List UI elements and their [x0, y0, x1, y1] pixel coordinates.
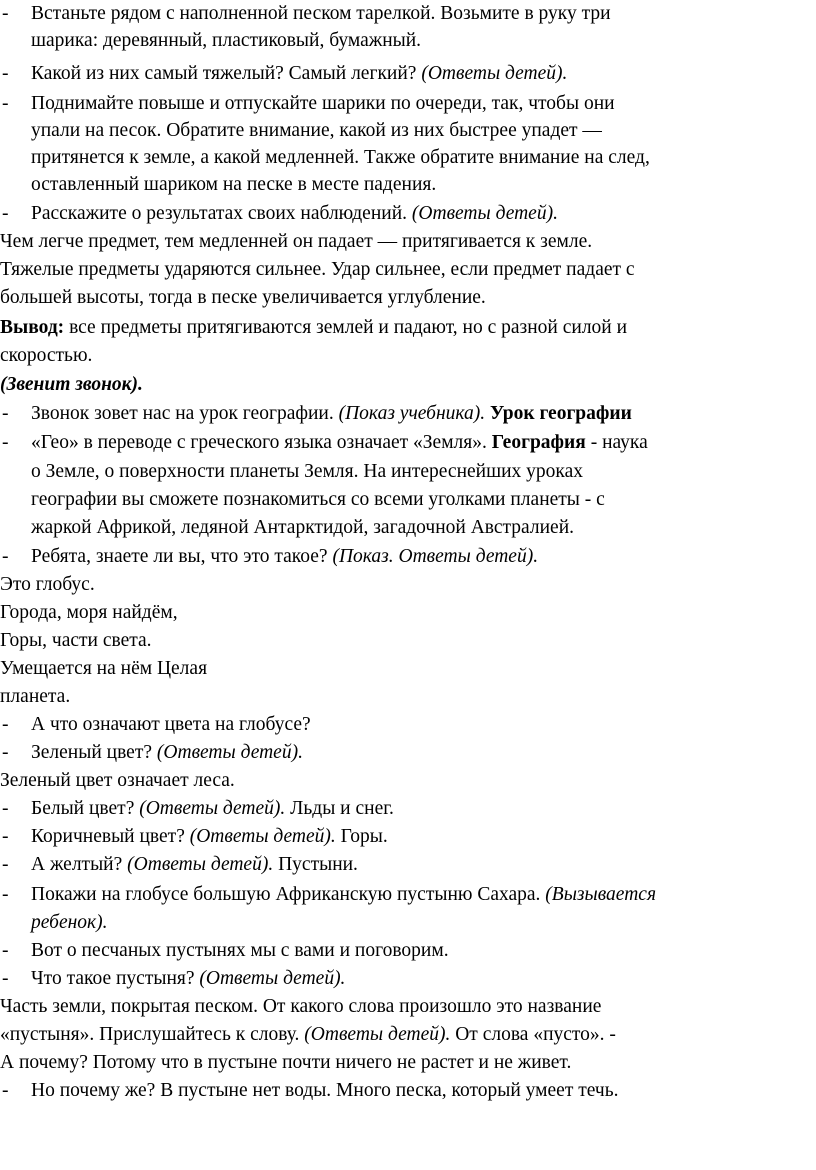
text-a: Какой из них самый тяжелый? Самый легкий? — [31, 63, 422, 84]
text-a: Белый цвет? — [31, 798, 140, 819]
paragraph-line — [0, 256, 635, 283]
list-dash: - — [2, 798, 9, 819]
text-a: Вот о песчаных пустынях мы с вами и поговорим. — [31, 940, 449, 961]
list-item — [0, 429, 648, 456]
text-a: географии вы сможете познакомиться со всеми уголками планеты - с — [31, 489, 605, 510]
list-item — [0, 937, 449, 964]
text-a: Что такое пустыня? — [31, 968, 200, 989]
text-c: Пустыни. — [273, 854, 358, 875]
text-a: Часть земли, покрытая песком. От какого слова произошло это название — [0, 996, 602, 1017]
text-a: А почему? Потому что в пустыне почти ничего не растет и не живет. — [0, 1052, 572, 1073]
paragraph-line — [0, 27, 421, 54]
text-ai: (Ответы детей). — [421, 63, 568, 84]
text-a: Покажи на глобусе большую Африканскую пустыню Сахара. — [31, 884, 546, 905]
list-item — [0, 543, 538, 570]
paragraph-line — [0, 144, 650, 171]
list-item — [0, 200, 558, 227]
list-item — [0, 1077, 619, 1104]
text-ai: (Ответы детей). — [127, 854, 274, 875]
text-a: все предметы притягиваются землей и падают, но с разной силой и — [64, 317, 628, 338]
text-a: Ребята, знаете ли вы, что это такое? — [31, 546, 333, 567]
text-a: Зеленый цвет означает леса. — [0, 770, 235, 791]
list-dash: - — [2, 3, 9, 24]
text-ai: (Ответы детей). — [189, 826, 336, 847]
list-dash: - — [2, 93, 9, 114]
text-abi2: ребенок). — [31, 912, 108, 933]
paragraph-line — [0, 458, 583, 485]
list-item — [0, 881, 656, 908]
text-a: Это глобус. — [0, 574, 95, 595]
list-dash: - — [2, 403, 9, 424]
text-ab: Вывод: — [0, 317, 65, 338]
text-b: География — [491, 432, 586, 453]
paragraph-line — [0, 117, 602, 144]
list-dash: - — [2, 203, 9, 224]
list-dash: - — [2, 742, 9, 763]
list-item — [0, 0, 611, 27]
text-ai: (Показ. Ответы детей). — [332, 546, 539, 567]
text-a: притянется к земле, а какой медленней. Также обратите внимание на след, — [31, 147, 650, 168]
list-item — [0, 90, 615, 117]
paragraph-line — [0, 228, 592, 255]
paragraph-line — [0, 314, 627, 341]
text-a: Поднимайте повыше и отпускайте шарики по очереди, так, чтобы они — [31, 93, 615, 114]
text-ai: (Ответы детей). — [304, 1024, 451, 1045]
list-item — [0, 823, 388, 850]
paragraph-line — [0, 683, 70, 710]
text-a: Расскажите о результатах своих наблюдений. — [31, 203, 412, 224]
paragraph-line — [0, 627, 152, 654]
paragraph-line — [0, 371, 143, 398]
text-a: Звонок зовет нас на урок географии. — [31, 403, 339, 424]
list-item — [0, 965, 345, 992]
text-ai: (Показ учебника). — [338, 403, 486, 424]
text-abi: (Звенит звонок). — [0, 374, 143, 395]
paragraph-line — [0, 486, 605, 513]
list-dash: - — [2, 940, 9, 961]
text-a: о Земле, о поверхности планеты Земля. На интереснейших уроках — [31, 461, 584, 482]
text-ai: (Ответы детей). — [199, 968, 346, 989]
list-item — [0, 851, 358, 878]
paragraph-line — [0, 993, 601, 1020]
paragraph-line — [0, 571, 95, 598]
paragraph-line — [0, 514, 574, 541]
text-a: А желтый? — [31, 854, 128, 875]
paragraph-line — [0, 284, 486, 311]
list-item — [0, 711, 311, 738]
text-a: Коричневый цвет? — [31, 826, 190, 847]
list-dash: - — [2, 884, 9, 905]
list-dash: - — [2, 714, 9, 735]
text-a: Тяжелые предметы ударяются сильнее. Удар сильнее, если предмет падает с — [0, 259, 635, 280]
list-item — [0, 795, 394, 822]
text-ai: (Ответы детей). — [139, 798, 286, 819]
text-a: А что означают цвета на глобусе? — [31, 714, 311, 735]
text-a: Умещается на нём Целая — [0, 658, 208, 679]
text-c: - наука — [585, 432, 648, 453]
text-a: Но почему же? В пустыне нет воды. Много песка, который умеет течь. — [31, 1080, 619, 1101]
text-a: Зеленый цвет? — [31, 742, 157, 763]
paragraph-line — [0, 767, 235, 794]
list-dash: - — [2, 546, 9, 567]
text-a: большей высоты, тогда в песке увеличивается углубление. — [0, 287, 486, 308]
text-a: упали на песок. Обратите внимание, какой из них быстрее упадет — — [31, 120, 602, 141]
list-item — [0, 60, 567, 87]
list-item — [0, 739, 303, 766]
text-ai: (Ответы детей). — [411, 203, 558, 224]
paragraph-line — [0, 655, 207, 682]
text-ai: (Ответы детей). — [156, 742, 303, 763]
list-item — [0, 400, 632, 427]
list-dash: - — [2, 1080, 9, 1101]
text-a: Города, моря найдём, — [0, 602, 178, 623]
text-a: планета. — [0, 686, 71, 707]
list-dash: - — [2, 854, 9, 875]
text-a: «Гео» в переводе с греческого языка означает «Земля». — [31, 432, 492, 453]
text-a: Горы, части света. — [0, 630, 152, 651]
text-c: От слова «пусто». - — [450, 1024, 616, 1045]
list-dash: - — [2, 432, 9, 453]
list-dash: - — [2, 826, 9, 847]
list-dash: - — [2, 63, 9, 84]
text-b: Урок географии — [485, 403, 632, 424]
text-ai: (Вызывается — [545, 884, 657, 905]
text-a: Чем легче предмет, тем медленней он падает — притягивается к земле. — [0, 231, 593, 252]
text-a: шарика: деревянный, пластиковый, бумажный. — [31, 30, 422, 51]
text-a: жаркой Африкой, ледяной Антарктидой, загадочной Австралией. — [31, 517, 575, 538]
paragraph-line — [0, 599, 178, 626]
text-c: Горы. — [335, 826, 388, 847]
paragraph-line — [0, 342, 92, 369]
paragraph-line — [0, 909, 108, 936]
text-a: скоростью. — [0, 345, 93, 366]
text-a: «пустыня». Прислушайтесь к слову. — [0, 1024, 305, 1045]
paragraph-line — [0, 171, 436, 198]
text-a: оставленный шариком на песке в месте падения. — [31, 174, 437, 195]
paragraph-line — [0, 1021, 616, 1048]
text-a: Встаньте рядом с наполненной песком тарелкой. Возьмите в руку три — [31, 3, 611, 24]
list-dash: - — [2, 968, 9, 989]
paragraph-line — [0, 1049, 571, 1076]
text-c: Льды и снег. — [285, 798, 394, 819]
